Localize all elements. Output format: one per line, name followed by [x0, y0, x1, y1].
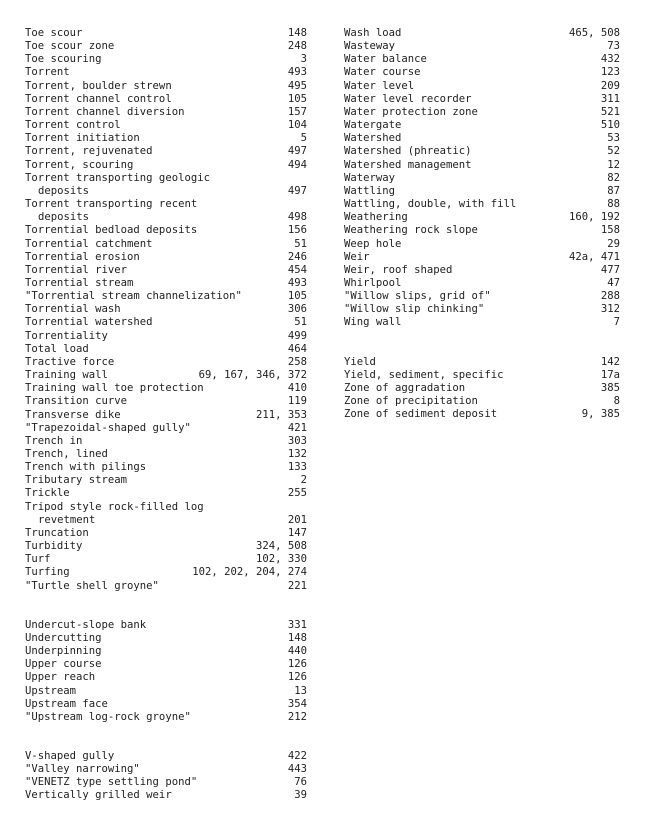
index-entry: [344, 159, 620, 172]
index-term: Training wall: [25, 369, 108, 382]
index-page-numbers: 3: [300, 53, 307, 66]
index-term: "Torrential stream channelization": [25, 290, 242, 303]
index-term: V-shaped gully: [25, 749, 115, 762]
index-entry: [25, 172, 307, 198]
index-page-numbers: 82: [607, 171, 620, 184]
index-entry: [344, 303, 620, 316]
index-entry: [25, 580, 307, 593]
index-term: Weir: [344, 250, 370, 263]
index-page-numbers: 209: [600, 79, 620, 92]
index-term: Wattling: [344, 184, 396, 197]
index-term: Toe scouring: [25, 53, 102, 66]
index-term: "VENETZ type settling pond": [25, 776, 198, 789]
index-page-numbers: 2: [300, 474, 307, 487]
index-term-continuation: deposits: [38, 211, 90, 224]
index-entry: [25, 53, 307, 66]
index-page-numbers: 510: [600, 119, 620, 132]
index-entry: [25, 145, 307, 158]
index-term: Water level: [344, 79, 415, 92]
index-page-numbers: 52: [607, 145, 620, 158]
index-term: Yield: [344, 355, 376, 368]
index-page-numbers: 464: [287, 342, 307, 355]
index-entry: [25, 382, 307, 395]
index-page-numbers: 248: [287, 40, 307, 53]
index-page-numbers: 494: [287, 158, 307, 171]
index-entry: [25, 290, 307, 303]
index-entry: [344, 395, 620, 408]
index-term: Wing wall: [344, 316, 402, 329]
index-term: Weep hole: [344, 237, 402, 250]
index-entry: [344, 382, 620, 395]
index-entry: [344, 211, 620, 224]
index-entry: [344, 185, 620, 198]
index-entry: [25, 750, 307, 763]
index-term: "Turtle shell groyne": [25, 579, 159, 592]
index-term: Watershed management: [344, 158, 472, 171]
index-page-numbers: 148: [287, 631, 307, 644]
index-term: "Willow slips, grid of": [344, 290, 491, 303]
index-page-numbers: 221: [287, 579, 307, 592]
index-page-numbers: 104: [287, 119, 307, 132]
index-page-numbers: 5: [300, 132, 307, 145]
index-entry: [25, 501, 307, 527]
index-term: Water course: [344, 66, 421, 79]
index-page-numbers: 246: [287, 250, 307, 263]
index-entry: [344, 369, 620, 382]
section-gap: [344, 330, 620, 356]
index-entry: [25, 106, 307, 119]
index-term: Turf: [25, 553, 51, 566]
index-entry: [344, 264, 620, 277]
index-page-numbers: 133: [287, 461, 307, 474]
index-page-numbers: 102, 330: [255, 553, 307, 566]
index-term: Trench, lined: [25, 448, 108, 460]
index-term: Upper course: [25, 658, 102, 671]
index-entry: [344, 224, 620, 237]
index-term: Water protection zone: [344, 105, 478, 118]
index-term: Yield, sediment, specific: [344, 368, 504, 381]
index-term: Undercut-slope bank: [25, 618, 147, 631]
index-term: Underpinning: [25, 645, 102, 658]
index-entry: [25, 685, 307, 698]
index-entry: [344, 119, 620, 132]
index-page-numbers: 497: [287, 184, 307, 197]
index-term: Torrent transporting recent: [25, 198, 198, 211]
index-entry: [25, 395, 307, 408]
index-term: Torrent transporting geologic: [25, 171, 210, 184]
index-entry: [344, 277, 620, 290]
index-page-numbers: 477: [600, 263, 620, 276]
index-term: Wash load: [344, 27, 402, 39]
index-term: Toe scour: [25, 27, 83, 39]
index-page-numbers: 410: [287, 382, 307, 395]
index-page-numbers: 212: [287, 710, 307, 723]
index-page-numbers: 73: [607, 40, 620, 53]
index-page-numbers: 211, 353: [255, 408, 307, 421]
index-page-numbers: 51: [294, 237, 307, 250]
index-term: Torrential watershed: [25, 316, 153, 329]
index-term: Wattling, double, with fill: [344, 198, 517, 211]
index-term: Watergate: [344, 119, 402, 132]
index-page-numbers: 17a: [600, 368, 620, 381]
index-term: Water balance: [344, 53, 427, 66]
index-term: Training wall toe protection: [25, 382, 204, 395]
index-term: Whirlpool: [344, 276, 402, 289]
index-entry: [344, 53, 620, 66]
index-column-left: [25, 27, 307, 803]
index-entry: [25, 66, 307, 79]
index-entry: [344, 198, 620, 211]
index-entry: [25, 277, 307, 290]
index-page-numbers: 39: [294, 789, 307, 802]
index-entry: [25, 224, 307, 237]
index-entry: [25, 409, 307, 422]
index-term: Torrential river: [25, 263, 128, 276]
index-entry: [25, 27, 307, 40]
index-page-numbers: 51: [294, 316, 307, 329]
index-entry: [25, 645, 307, 658]
index-page-numbers: 303: [287, 434, 307, 447]
index-page-numbers: 12: [607, 158, 620, 171]
index-term: Torrent, rejuvenated: [25, 145, 153, 158]
index-entry: [25, 658, 307, 671]
index-page-numbers: 255: [287, 487, 307, 500]
index-entry: [25, 316, 307, 329]
index-page-numbers: 126: [287, 658, 307, 671]
index-entry: [344, 316, 620, 329]
index-entry: [344, 408, 620, 421]
index-page-numbers: 147: [287, 526, 307, 539]
index-page-numbers: 354: [287, 697, 307, 710]
index-entry: [25, 93, 307, 106]
index-entry: [25, 566, 307, 579]
index-term: Undercutting: [25, 631, 102, 644]
index-term: Total load: [25, 342, 89, 355]
index-term-continuation: revetment: [38, 513, 96, 526]
index-term: Weir, roof shaped: [344, 263, 453, 276]
index-entry: [25, 553, 307, 566]
index-term: Torrential bedload deposits: [25, 224, 198, 237]
index-entry: [25, 619, 307, 632]
index-term: Torrential wash: [25, 303, 121, 316]
index-entry: [25, 540, 307, 553]
index-term: Upper reach: [25, 671, 96, 684]
index-entry: [25, 80, 307, 93]
index-entry: [25, 776, 307, 789]
index-page-numbers: 498: [287, 211, 307, 224]
index-term: Turfing: [25, 566, 70, 579]
index-entry: [25, 461, 307, 474]
index-term: Watershed (phreatic): [344, 145, 472, 158]
index-page-numbers: 497: [287, 145, 307, 158]
index-entry: [25, 527, 307, 540]
index-term: Watershed: [344, 132, 402, 145]
index-term: Tractive force: [25, 355, 115, 368]
index-entry: [25, 763, 307, 776]
index-entry: [344, 132, 620, 145]
index-term: Torrent channel control: [25, 92, 172, 105]
index-term: Upstream: [25, 684, 77, 697]
index-page-numbers: 499: [287, 329, 307, 342]
index-page-numbers: 493: [287, 276, 307, 289]
index-term: Trench in: [25, 434, 83, 447]
index-term: "Trapezoidal-shaped gully": [25, 421, 191, 434]
index-term: Tributary stream: [25, 474, 128, 487]
index-page-numbers: 385: [600, 381, 620, 394]
section-gap: [25, 593, 307, 619]
index-term: Torrent initiation: [25, 132, 140, 145]
index-page-numbers: 495: [287, 79, 307, 92]
index-page-numbers: 422: [287, 749, 307, 762]
index-page-numbers: 521: [600, 105, 620, 118]
index-page-numbers: 312: [600, 303, 620, 316]
index-page-numbers: 7: [613, 316, 620, 329]
index-page-numbers: 126: [287, 671, 307, 684]
index-entry: [25, 671, 307, 684]
index-entry: [25, 251, 307, 264]
index-page-numbers: 102, 202, 204, 274: [192, 566, 307, 579]
index-entry: [344, 80, 620, 93]
index-entry: [344, 27, 620, 40]
index-page-numbers: 443: [287, 763, 307, 776]
index-page-numbers: 53: [607, 132, 620, 145]
index-entry: [344, 356, 620, 369]
index-page-numbers: 258: [287, 355, 307, 368]
index-entry: [344, 40, 620, 53]
index-term: Torrential stream: [25, 276, 134, 289]
index-term: Weathering: [344, 211, 408, 224]
index-term: "Willow slip chinking": [344, 303, 485, 316]
index-entry: [25, 198, 307, 224]
index-page-numbers: 331: [287, 618, 307, 631]
index-entry: [344, 106, 620, 119]
index-page-numbers: 311: [600, 92, 620, 105]
index-entry: [25, 159, 307, 172]
index-term: Transverse dike: [25, 408, 121, 421]
index-page-numbers: 88: [607, 198, 620, 211]
index-entry: [344, 290, 620, 303]
section-gap: [25, 724, 307, 750]
index-page-numbers: 76: [294, 776, 307, 789]
index-entry: [25, 789, 307, 802]
index-page-numbers: 42a, 471: [568, 250, 620, 263]
index-term: Waterway: [344, 171, 396, 184]
index-term: Zone of sediment deposit: [344, 408, 498, 421]
index-entry: [25, 264, 307, 277]
index-term: Torrent: [25, 66, 70, 79]
index-page-numbers: 132: [287, 448, 307, 460]
index-term: Torrent channel diversion: [25, 105, 185, 118]
index-entry: [25, 474, 307, 487]
index-page-numbers: 157: [287, 105, 307, 118]
index-entry: [25, 330, 307, 343]
index-term: Torrent control: [25, 119, 121, 132]
index-entry: [344, 251, 620, 264]
index-page-numbers: 421: [287, 421, 307, 434]
index-page-numbers: 105: [287, 92, 307, 105]
index-term: Zone of aggradation: [344, 381, 466, 394]
index-page-numbers: 465, 508: [568, 27, 620, 39]
index-page-numbers: 9, 385: [581, 408, 620, 421]
index-page-numbers: 324, 508: [255, 540, 307, 553]
index-term: "Valley narrowing": [25, 763, 140, 776]
index-term: Torrent, boulder strewn: [25, 79, 172, 92]
index-term: Wasteway: [344, 40, 396, 53]
index-entry: [25, 711, 307, 724]
index-term: Zone of precipitation: [344, 395, 478, 408]
index-term: Vertically grilled weir: [25, 789, 172, 802]
index-entry: [344, 172, 620, 185]
index-entry: [344, 238, 620, 251]
index-column-right: [344, 27, 620, 421]
index-term: Toe scour zone: [25, 40, 115, 53]
index-term: Transition curve: [25, 395, 128, 408]
index-entry: [25, 343, 307, 356]
index-entry: [25, 40, 307, 53]
index-entry: [344, 145, 620, 158]
index-page-numbers: 69, 167, 346, 372: [198, 369, 307, 382]
index-page-numbers: 119: [287, 395, 307, 408]
index-term: Tripod style rock-filled log: [25, 500, 204, 513]
index-entry: [25, 632, 307, 645]
index-page-numbers: 156: [287, 224, 307, 237]
index-page-numbers: 47: [607, 276, 620, 289]
index-page-numbers: 160, 192: [568, 211, 620, 224]
index-term: Trickle: [25, 487, 70, 500]
index-term: Torrent, scouring: [25, 158, 134, 171]
index-page-numbers: 454: [287, 263, 307, 276]
index-page-numbers: 105: [287, 290, 307, 303]
index-term: Torrential erosion: [25, 250, 140, 263]
index-term: Torrential catchment: [25, 237, 153, 250]
index-term: "Upstream log-rock groyne": [25, 710, 191, 723]
index-term: Torrentiality: [25, 329, 108, 342]
index-page-numbers: 201: [287, 513, 307, 526]
index-page-numbers: 148: [287, 27, 307, 39]
index-term: Upstream face: [25, 697, 108, 710]
index-entry: [25, 698, 307, 711]
index-entry: [25, 435, 307, 448]
index-entry: [25, 238, 307, 251]
index-page-numbers: 440: [287, 645, 307, 658]
index-entry: [25, 448, 307, 461]
index-entry: [25, 356, 307, 369]
index-term: Trench with pilings: [25, 461, 147, 474]
index-page-numbers: 158: [600, 224, 620, 237]
index-page-numbers: 13: [294, 684, 307, 697]
index-page-numbers: 432: [600, 53, 620, 66]
index-page-numbers: 306: [287, 303, 307, 316]
index-entry: [25, 303, 307, 316]
index-page-numbers: 123: [600, 66, 620, 79]
index-entry: [25, 132, 307, 145]
index-entry: [25, 119, 307, 132]
index-term: Turbidity: [25, 540, 83, 553]
index-entry: [25, 422, 307, 435]
index-term: Weathering rock slope: [344, 224, 478, 237]
index-page-numbers: 288: [600, 290, 620, 303]
index-entry: [25, 487, 307, 500]
index-entry: [344, 66, 620, 79]
index-entry: [344, 93, 620, 106]
index-term: Truncation: [25, 526, 89, 539]
index-page-numbers: 142: [600, 355, 620, 368]
index-term-continuation: deposits: [38, 184, 90, 197]
index-term: Water level recorder: [344, 92, 472, 105]
index-page-numbers: 29: [607, 237, 620, 250]
index-page-numbers: 87: [607, 184, 620, 197]
index-page-numbers: 493: [287, 66, 307, 79]
index-entry: [25, 369, 307, 382]
index-page-numbers: 8: [613, 395, 620, 408]
